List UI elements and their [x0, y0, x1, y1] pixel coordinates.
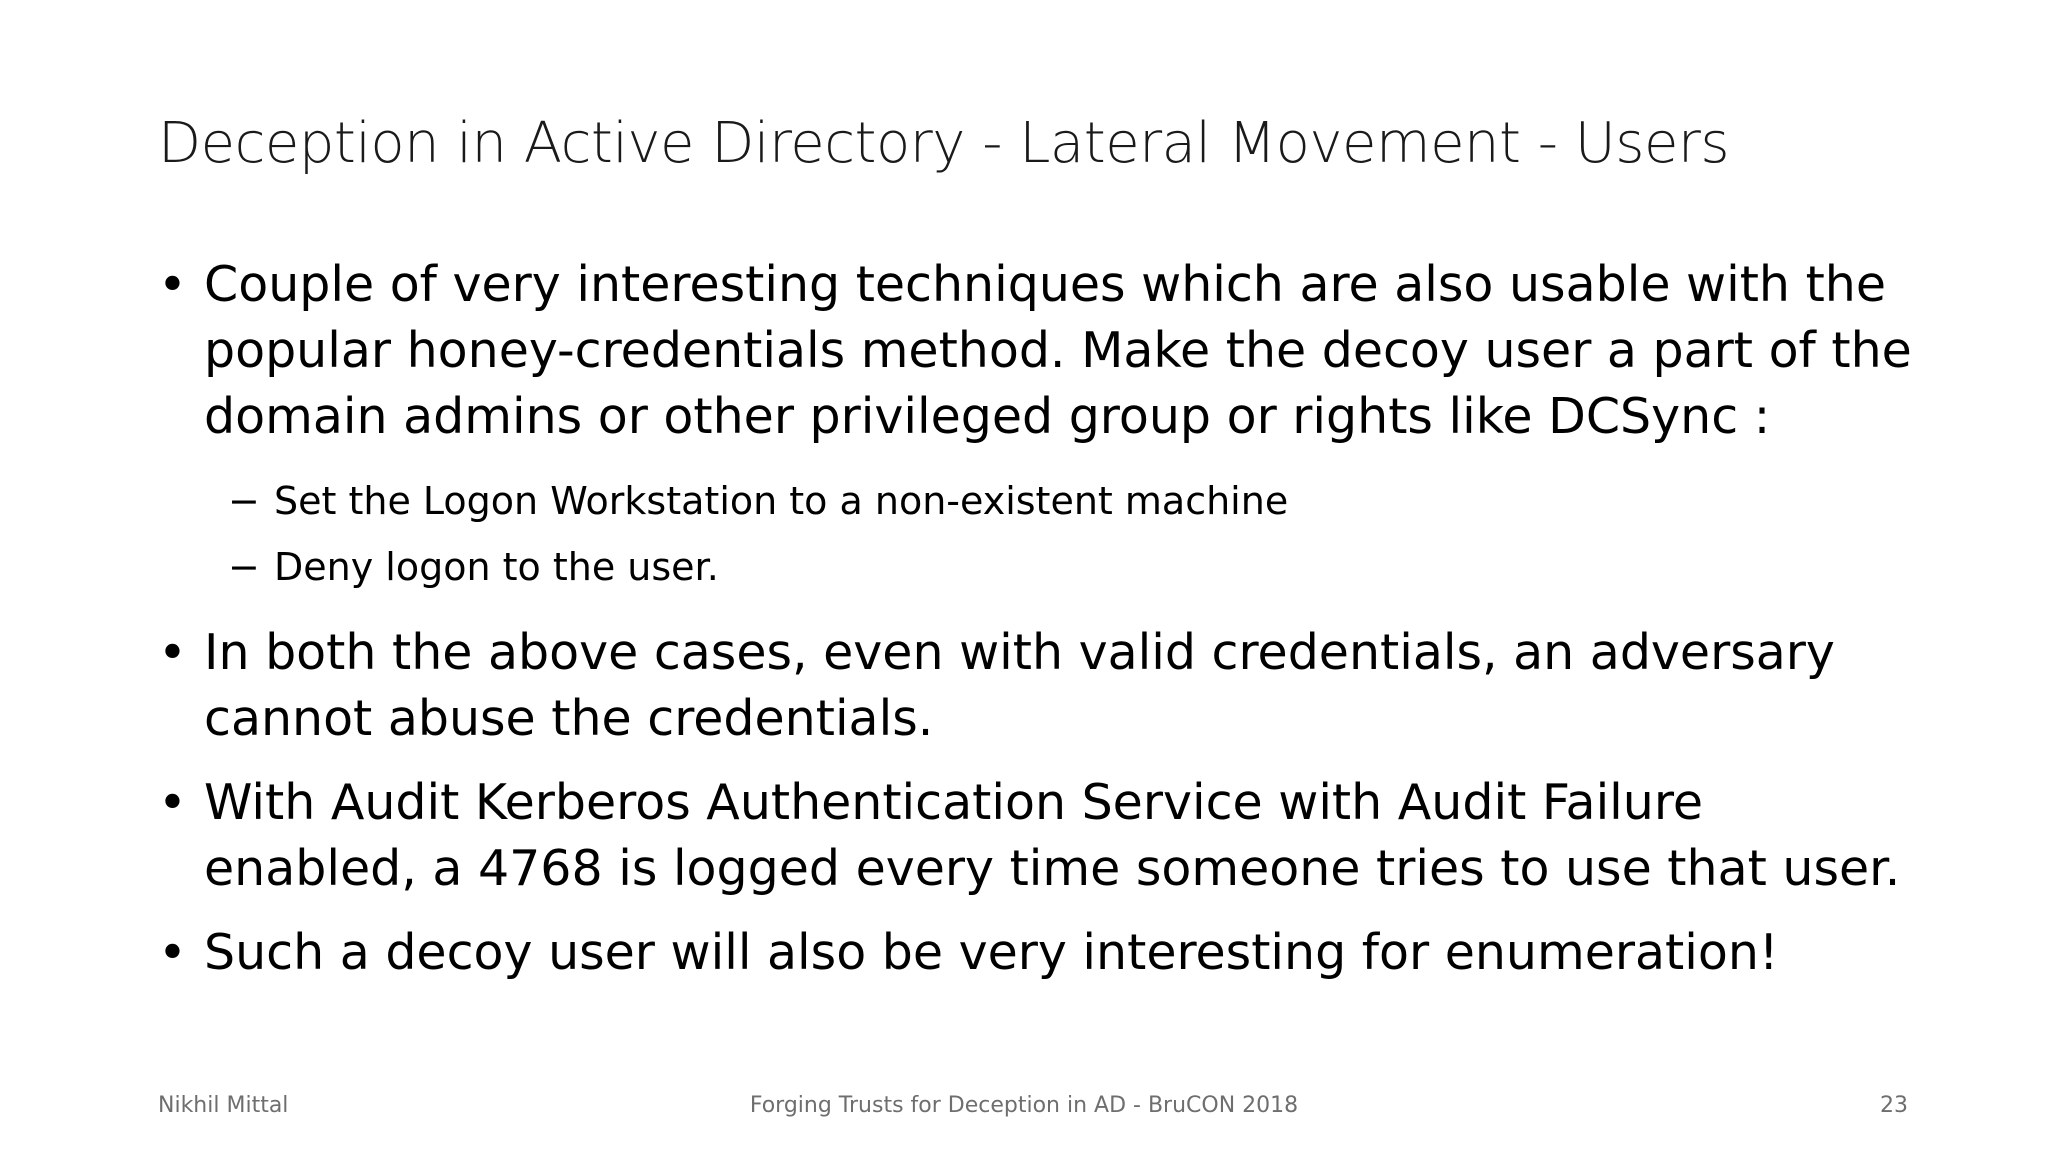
bullet-text: Such a decoy user will also be very interesting for enumeration!: [204, 924, 1779, 981]
slide-content: [158, 252, 1918, 1004]
slide-title: Deception in Active Directory - Lateral Movement - Users: [158, 111, 1730, 176]
dash-icon: −: [228, 545, 260, 589]
bullet-text: With Audit Kerberos Authentication Service with Audit Failure enabled, a 4768 is logged every time someone tries to use that user.: [204, 774, 1901, 897]
footer-author: Nikhil Mittal: [158, 1093, 289, 1118]
dash-icon: −: [228, 479, 260, 523]
bullet-item: [158, 920, 1918, 986]
sub-bullet-item: [228, 468, 1918, 534]
sub-bullet-item: [228, 534, 1918, 600]
bullet-item: [158, 770, 1918, 902]
bullet-text: Couple of very interesting techniques which are also usable with the popular honey-credentials method. Make the decoy user a part of the domain admins or other privileged group or rights like DCSync :: [204, 256, 1912, 445]
footer-talk-title: Forging Trusts for Deception in AD - BruCON 2018: [749, 1093, 1299, 1118]
bullet-dot-icon: •: [158, 774, 187, 831]
bullet-text: In both the above cases, even with valid credentials, an adversary cannot abuse the credentials.: [204, 624, 1835, 747]
bullet-item: [158, 252, 1918, 450]
sub-bullet-text: Deny logon to the user.: [274, 545, 719, 589]
bullet-dot-icon: •: [158, 256, 187, 313]
sub-bullet-list: [158, 468, 1918, 600]
footer-page-number: 23: [1880, 1093, 1908, 1118]
bullet-dot-icon: •: [158, 924, 187, 981]
sub-bullet-text: Set the Logon Workstation to a non-existent machine: [274, 479, 1289, 523]
bullet-item: [158, 620, 1918, 752]
bullet-dot-icon: •: [158, 624, 187, 681]
